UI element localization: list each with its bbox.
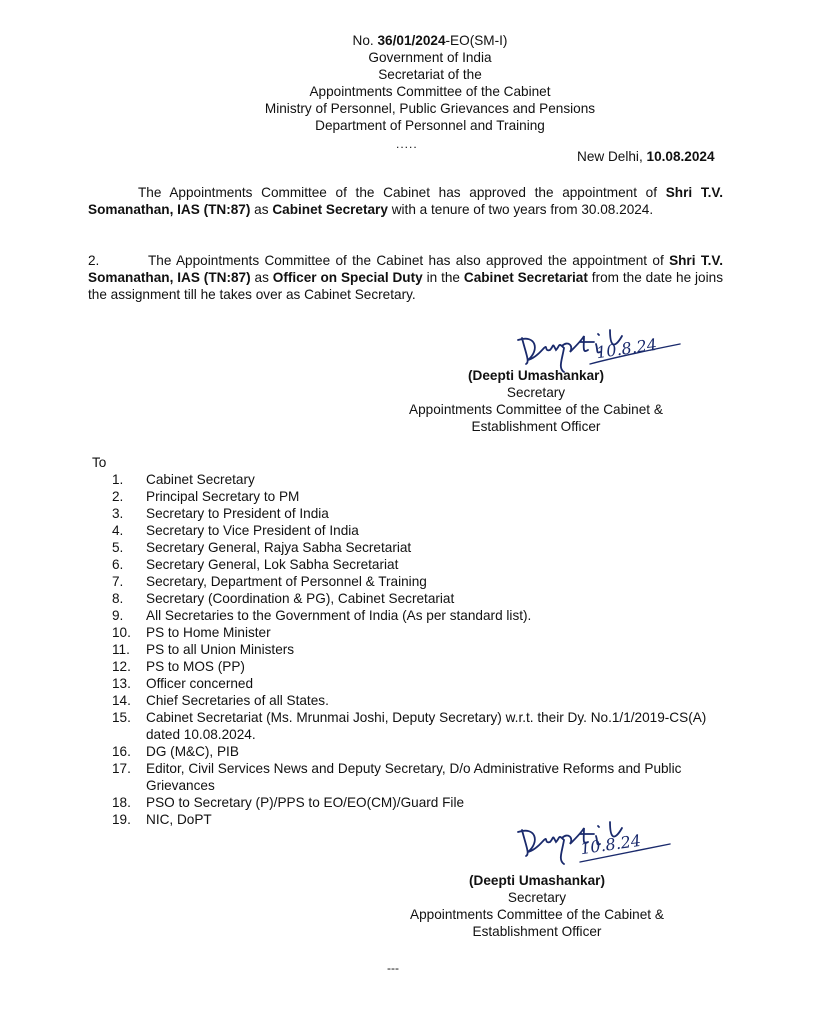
recipient-text: Officer concerned bbox=[146, 676, 254, 691]
recipient-text: PS to Home Minister bbox=[146, 625, 271, 640]
footer-dash: --- bbox=[387, 961, 399, 975]
order-number-suffix: -EO(SM-I) bbox=[445, 33, 508, 48]
header-dots: ..... bbox=[396, 137, 418, 151]
recipient-number: 11. bbox=[112, 642, 130, 657]
recipient-text: PS to MOS (PP) bbox=[146, 659, 245, 674]
recipient-text: Principal Secretary to PM bbox=[146, 489, 300, 504]
cabinet-secretariat: Cabinet Secretariat bbox=[463, 270, 588, 285]
recipient-text: Secretary to President of India bbox=[146, 506, 329, 521]
recipient-text: All Secretaries to the Government of India (As per standard list). bbox=[146, 608, 532, 623]
order-number-bold: 36/01/2024 bbox=[377, 33, 446, 48]
recipient-number: 8. bbox=[112, 591, 124, 606]
recipient-item bbox=[112, 505, 737, 522]
recipient-text: Secretary, Department of Personnel & Training bbox=[146, 574, 427, 589]
recipient-item bbox=[112, 794, 737, 811]
recipient-text: Secretary to Vice President of India bbox=[146, 523, 359, 538]
recipient-text: Cabinet Secretary bbox=[146, 472, 255, 487]
recipient-item bbox=[112, 607, 737, 624]
recipient-text: DG (M&C), PIB bbox=[146, 744, 239, 759]
recipient-item bbox=[112, 641, 737, 658]
signatory-name: (Deepti Umashankar) bbox=[468, 368, 604, 383]
signatory-office-2: Establishment Officer bbox=[471, 419, 601, 434]
recipient-item bbox=[112, 522, 737, 539]
handwritten-date-1: 10.8.24 bbox=[594, 334, 659, 363]
recipient-number: 7. bbox=[112, 574, 124, 589]
paragraph-number: 2. bbox=[88, 253, 100, 268]
recipient-item bbox=[112, 760, 737, 794]
recipient-item bbox=[112, 556, 737, 573]
paragraph-1 bbox=[88, 184, 723, 218]
order-number-prefix: No. bbox=[352, 33, 378, 48]
recipient-text: Secretary (Coordination & PG), Cabinet Secretariat bbox=[146, 591, 455, 606]
letterhead bbox=[160, 32, 700, 134]
signatory-name: (Deepti Umashankar) bbox=[469, 873, 605, 888]
dateline bbox=[577, 148, 715, 165]
header-line-department: Department of Personnel and Training bbox=[315, 118, 545, 133]
recipient-item bbox=[112, 692, 737, 709]
recipient-number: 19. bbox=[112, 812, 131, 827]
recipient-number: 1. bbox=[112, 472, 124, 487]
paragraph-2-text-c: in the bbox=[422, 270, 464, 285]
signatory-title: Secretary bbox=[506, 385, 566, 400]
recipient-list bbox=[112, 471, 737, 828]
recipient-number: 15. bbox=[112, 710, 131, 725]
handwritten-date-2: 10.8.24 bbox=[578, 830, 643, 859]
recipient-item bbox=[112, 658, 737, 675]
recipient-number: 4. bbox=[112, 523, 124, 538]
post-osd: Officer on Special Duty bbox=[272, 270, 423, 285]
signature-block-2 bbox=[387, 872, 687, 940]
paragraph-2-text-d: from the date he joins the assignment till he takes over as Cabinet Secretary. bbox=[88, 270, 723, 302]
recipient-item bbox=[112, 488, 737, 505]
signature-block-1 bbox=[386, 367, 686, 435]
paragraph-2-text-a: The Appointments Committee of the Cabinet has also approved the appointment of bbox=[148, 253, 670, 268]
recipient-number: 17. bbox=[112, 761, 131, 776]
recipient-text: Secretary General, Rajya Sabha Secretariat bbox=[146, 540, 412, 555]
header-line-committee: Appointments Committee of the Cabinet bbox=[309, 84, 551, 99]
recipient-text: Secretary General, Lok Sabha Secretariat bbox=[146, 557, 399, 572]
paragraph-1-text-b: as bbox=[250, 202, 273, 217]
recipient-item bbox=[112, 675, 737, 692]
recipient-text: PS to all Union Ministers bbox=[146, 642, 295, 657]
paragraph-2 bbox=[88, 252, 723, 303]
recipient-text: Chief Secretaries of all States. bbox=[146, 693, 329, 708]
signatory-office: Appointments Committee of the Cabinet & bbox=[410, 907, 664, 922]
recipient-text: PSO to Secretary (P)/PPS to EO/EO(CM)/Guard File bbox=[146, 795, 465, 810]
header-line-secretariat: Secretariat of the bbox=[378, 67, 482, 82]
recipient-item bbox=[112, 573, 737, 590]
recipient-item bbox=[112, 539, 737, 556]
recipient-item bbox=[112, 590, 737, 607]
paragraph-1-text-a: The Appointments Committee of the Cabinet has approved the appointment of bbox=[138, 185, 666, 200]
recipient-number: 9. bbox=[112, 608, 124, 623]
post-cabinet-secretary: Cabinet Secretary bbox=[272, 202, 388, 217]
paragraph-1-text-c: with a tenure of two years from 30.08.2024. bbox=[387, 202, 654, 217]
recipient-number: 5. bbox=[112, 540, 124, 555]
recipient-number: 3. bbox=[112, 506, 124, 521]
recipient-number: 12. bbox=[112, 659, 131, 674]
signatory-title: Secretary bbox=[507, 890, 567, 905]
recipient-item bbox=[112, 471, 737, 488]
recipient-number: 16. bbox=[112, 744, 131, 759]
appointee-name: Shri T.V. Somanathan, IAS (TN:87) bbox=[88, 253, 723, 285]
header-line-ministry: Ministry of Personnel, Public Grievances and Pensions bbox=[264, 101, 596, 116]
to-label: To bbox=[92, 455, 107, 470]
dateline-place: New Delhi, bbox=[577, 149, 647, 164]
recipient-number: 18. bbox=[112, 795, 131, 810]
signatory-office: Appointments Committee of the Cabinet & bbox=[409, 402, 663, 417]
recipient-text: NIC, DoPT bbox=[146, 812, 212, 827]
order-number bbox=[160, 32, 700, 49]
recipient-number: 2. bbox=[112, 489, 124, 504]
recipient-item bbox=[112, 624, 737, 641]
recipient-item bbox=[112, 743, 737, 760]
recipient-item bbox=[112, 709, 737, 743]
recipient-text: Editor, Civil Services News and Deputy Secretary, D/o Administrative Reforms and Public Grievances bbox=[146, 761, 682, 793]
signatory-office-2: Establishment Officer bbox=[472, 924, 602, 939]
dateline-date: 10.08.2024 bbox=[646, 149, 715, 164]
paragraph-2-text-b: as bbox=[250, 270, 273, 285]
recipient-number: 10. bbox=[112, 625, 131, 640]
recipient-text: Cabinet Secretariat (Ms. Mrunmai Joshi, Deputy Secretary) w.r.t. their Dy. No.1/1/2019-CS(A) dated 10.08.2024. bbox=[146, 710, 707, 742]
header-line-government: Government of India bbox=[368, 50, 492, 65]
appointee-name: Shri T.V. Somanathan, IAS (TN:87) bbox=[88, 185, 723, 217]
recipient-number: 6. bbox=[112, 557, 124, 572]
recipient-number: 13. bbox=[112, 676, 131, 691]
recipient-number: 14. bbox=[112, 693, 131, 708]
